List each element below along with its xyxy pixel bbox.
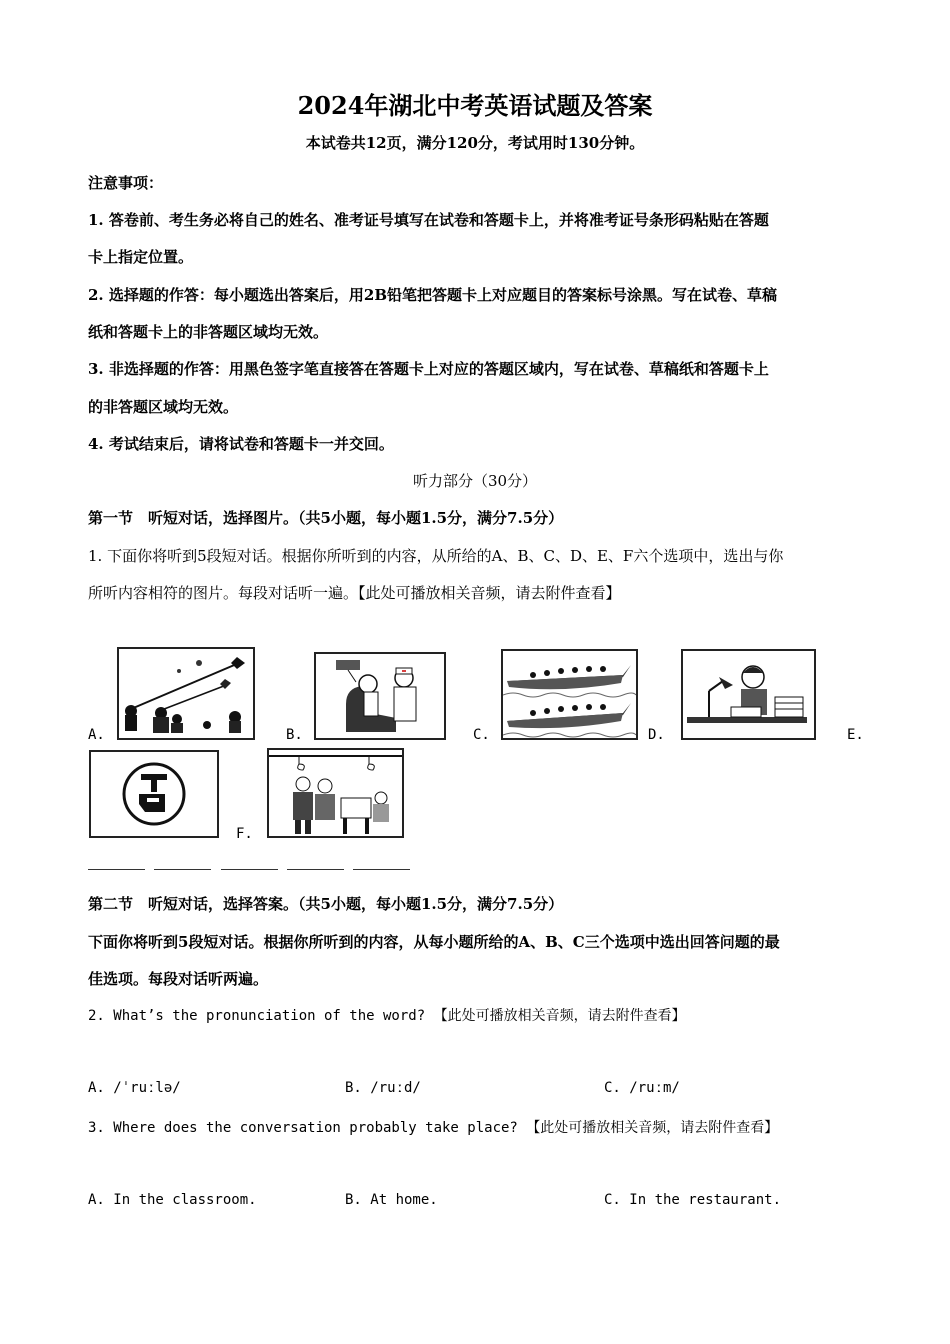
dragon-boat-illustration bbox=[503, 651, 636, 738]
picture-b bbox=[314, 652, 446, 740]
section-2-title: 第二节 听短对话，选择答案。（共5小题，每小题1.5分，满分7.5分） bbox=[88, 895, 564, 913]
answer-blank-3[interactable] bbox=[221, 869, 278, 870]
note-1-line-2: 卡上指定位置。 bbox=[88, 248, 194, 266]
question-2-option-b[interactable]: B. /ruːd/ bbox=[345, 1080, 421, 1096]
section-2-intro-line-2: 佳选项。每段对话听两遍。 bbox=[88, 970, 269, 988]
answer-blank-4[interactable] bbox=[287, 869, 344, 870]
student-studying-illustration bbox=[683, 651, 814, 738]
note-1-line-1: 1. 答卷前、考生务必将自己的姓名、准考证号填写在试卷和答题卡上，并将准考证号条形码粘贴在答题 bbox=[88, 211, 769, 229]
notes-heading: 注意事项： bbox=[88, 174, 164, 192]
picture-label-d: D. bbox=[648, 727, 665, 743]
question-3-option-b[interactable]: B. At home. bbox=[345, 1192, 438, 1208]
answer-blank-1[interactable] bbox=[88, 869, 145, 870]
question-1-line-2: 所听内容相符的图片。每段对话听一遍。【此处可播放相关音频，请去附件查看】 bbox=[88, 584, 621, 602]
note-2-line-1: 2. 选择题的作答：每小题选出答案后，用2B铅笔把答题卡上对应题目的答案标号涂黑。写在试卷、草稿 bbox=[88, 286, 778, 304]
hand-sign-icon bbox=[91, 752, 217, 836]
section-2-intro-line-1: 下面你将听到5段短对话。根据你所听到的内容，从每小题所给的A、B、C三个选项中选出回答问题的最 bbox=[88, 933, 780, 951]
question-2-stem: 2. What’s the pronunciation of the word? 【此处可播放相关音频，请去附件查看】 bbox=[88, 1008, 686, 1024]
picture-label-b: B. bbox=[286, 727, 303, 743]
answer-blank-2[interactable] bbox=[154, 869, 211, 870]
page-title: 2024年湖北中考英语试题及答案 bbox=[297, 91, 653, 120]
picture-label-f: F. bbox=[236, 826, 253, 842]
question-1-line-1: 1. 下面你将听到5段短对话。根据你所听到的内容，从所给的A、B、C、D、E、F六个选项中，选出与你 bbox=[88, 547, 784, 565]
picture-d bbox=[681, 649, 816, 740]
question-3-option-c[interactable]: C. In the restaurant. bbox=[604, 1192, 782, 1208]
answer-blank-5[interactable] bbox=[353, 869, 410, 870]
question-3-option-a[interactable]: A. In the classroom. bbox=[88, 1192, 257, 1208]
picture-f bbox=[267, 748, 404, 838]
question-3-stem: 3. Where does the conversation probably take place? 【此处可播放相关音频，请去附件查看】 bbox=[88, 1120, 779, 1136]
picture-a bbox=[117, 647, 255, 740]
note-2-line-2: 纸和答题卡上的非答题区域均无效。 bbox=[88, 323, 329, 341]
note-3-line-1: 3. 非选择题的作答：用黑色签字笔直接答在答题卡上对应的答题区域内，写在试卷、草稿纸和答题卡上 bbox=[88, 360, 769, 378]
bus-seat-illustration bbox=[269, 750, 402, 836]
kite-flying-illustration bbox=[119, 649, 253, 738]
section-1-title: 第一节 听短对话，选择图片。（共5小题，每小题1.5分，满分7.5分） bbox=[88, 509, 564, 527]
picture-label-c: C. bbox=[473, 727, 490, 743]
picture-e bbox=[89, 750, 219, 838]
picture-label-e: E. bbox=[847, 727, 864, 743]
question-2-option-c[interactable]: C. /ruːm/ bbox=[604, 1080, 680, 1096]
note-4: 4. 考试结束后，请将试卷和答题卡一并交回。 bbox=[88, 435, 394, 453]
listening-heading: 听力部分（30分） bbox=[412, 472, 538, 490]
question-2-option-a[interactable]: A. /ˈruːlə/ bbox=[88, 1080, 181, 1096]
picture-label-a: A. bbox=[88, 727, 105, 743]
picture-c bbox=[501, 649, 638, 740]
note-3-line-2: 的非答题区域均无效。 bbox=[88, 398, 239, 416]
dentist-illustration bbox=[316, 654, 444, 738]
exam-info: 本试卷共12页，满分120分，考试用时130分钟。 bbox=[305, 134, 645, 152]
